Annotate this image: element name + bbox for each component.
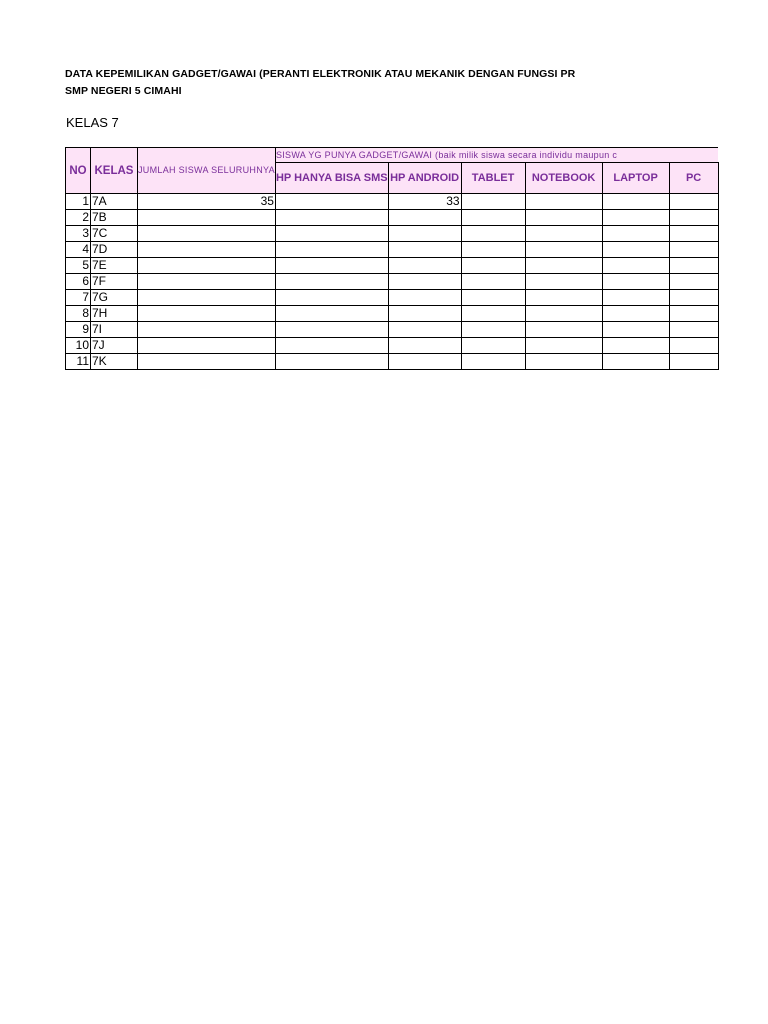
cell-kelas[interactable]: 7J — [91, 338, 138, 354]
table-row — [66, 242, 719, 258]
cell-jumlah[interactable] — [138, 226, 276, 242]
cell-hp-sms[interactable] — [275, 322, 388, 338]
cell-pc[interactable] — [669, 242, 718, 258]
header-laptop[interactable]: LAPTOP — [602, 163, 669, 194]
table-row — [66, 322, 719, 338]
cell-notebook[interactable] — [525, 258, 602, 274]
table-row — [66, 338, 719, 354]
cell-jumlah[interactable] — [138, 274, 276, 290]
cell-no[interactable]: 1 — [66, 194, 91, 210]
cell-laptop[interactable] — [602, 194, 669, 210]
header-notebook[interactable]: NOTEBOOK — [525, 163, 602, 194]
cell-hp-android[interactable]: 33 — [388, 194, 461, 210]
cell-laptop[interactable] — [602, 306, 669, 322]
cell-tablet[interactable] — [461, 226, 525, 242]
cell-laptop[interactable] — [602, 242, 669, 258]
cell-tablet[interactable] — [461, 322, 525, 338]
cell-notebook[interactable] — [525, 194, 602, 210]
table-body — [66, 194, 719, 370]
cell-tablet[interactable] — [461, 354, 525, 370]
cell-tablet[interactable] — [461, 194, 525, 210]
cell-kelas[interactable]: 7D — [91, 242, 138, 258]
cell-pc[interactable] — [669, 210, 718, 226]
cell-hp-sms[interactable] — [275, 338, 388, 354]
cell-no[interactable]: 4 — [66, 242, 91, 258]
cell-notebook[interactable] — [525, 210, 602, 226]
cell-kelas[interactable]: 7F — [91, 274, 138, 290]
table-row — [66, 226, 719, 242]
cell-jumlah[interactable] — [138, 354, 276, 370]
table-row — [66, 354, 719, 370]
cell-jumlah[interactable] — [138, 242, 276, 258]
cell-pc[interactable] — [669, 258, 718, 274]
cell-kelas[interactable]: 7I — [91, 322, 138, 338]
table-row — [66, 258, 719, 274]
table-row — [66, 290, 719, 306]
header-gadget-group[interactable]: SISWA YG PUNYA GADGET/GAWAI (baik milik siswa secara individu maupun c — [275, 148, 718, 163]
cell-no[interactable]: 10 — [66, 338, 91, 354]
class-section-label: KELAS 7 — [66, 115, 119, 130]
cell-hp-sms[interactable] — [275, 210, 388, 226]
cell-hp-sms[interactable] — [275, 290, 388, 306]
cell-jumlah[interactable] — [138, 258, 276, 274]
cell-pc[interactable] — [669, 226, 718, 242]
cell-notebook[interactable] — [525, 306, 602, 322]
header-tablet[interactable]: TABLET — [461, 163, 525, 194]
cell-tablet[interactable] — [461, 210, 525, 226]
cell-laptop[interactable] — [602, 322, 669, 338]
cell-no[interactable]: 11 — [66, 354, 91, 370]
cell-pc[interactable] — [669, 306, 718, 322]
cell-no[interactable]: 3 — [66, 226, 91, 242]
cell-hp-android[interactable] — [388, 322, 461, 338]
cell-kelas[interactable]: 7A — [91, 194, 138, 210]
cell-pc[interactable] — [669, 274, 718, 290]
cell-laptop[interactable] — [602, 338, 669, 354]
cell-no[interactable]: 2 — [66, 210, 91, 226]
document-title: DATA KEPEMILIKAN GADGET/GAWAI (PERANTI ELEKTRONIK ATAU MEKANIK DENGAN FUNGSI PR — [65, 68, 576, 80]
cell-hp-android[interactable] — [388, 210, 461, 226]
cell-hp-android[interactable] — [388, 354, 461, 370]
header-hp-sms[interactable]: HP HANYA BISA SMS — [275, 163, 388, 194]
cell-laptop[interactable] — [602, 258, 669, 274]
cell-hp-android[interactable] — [388, 306, 461, 322]
cell-jumlah[interactable] — [138, 322, 276, 338]
cell-hp-android[interactable] — [388, 242, 461, 258]
cell-hp-sms[interactable] — [275, 306, 388, 322]
header-kelas[interactable]: KELAS — [91, 148, 138, 194]
cell-notebook[interactable] — [525, 322, 602, 338]
cell-jumlah[interactable]: 35 — [138, 194, 276, 210]
gadget-ownership-table — [65, 147, 719, 370]
cell-no[interactable]: 8 — [66, 306, 91, 322]
cell-hp-android[interactable] — [388, 290, 461, 306]
cell-hp-android[interactable] — [388, 338, 461, 354]
cell-kelas[interactable]: 7H — [91, 306, 138, 322]
table-row — [66, 274, 719, 290]
header-hp-android[interactable]: HP ANDROID — [388, 163, 461, 194]
cell-laptop[interactable] — [602, 354, 669, 370]
cell-tablet[interactable] — [461, 306, 525, 322]
table-header — [66, 148, 719, 194]
cell-hp-sms[interactable] — [275, 226, 388, 242]
cell-notebook[interactable] — [525, 338, 602, 354]
table-row — [66, 306, 719, 322]
header-jumlah-siswa[interactable]: JUMLAH SISWA SELURUHNYA — [138, 148, 276, 194]
cell-kelas[interactable]: 7B — [91, 210, 138, 226]
school-name: SMP NEGERI 5 CIMAHI — [65, 85, 182, 97]
cell-kelas[interactable]: 7C — [91, 226, 138, 242]
cell-pc[interactable] — [669, 338, 718, 354]
cell-notebook[interactable] — [525, 242, 602, 258]
cell-tablet[interactable] — [461, 242, 525, 258]
cell-kelas[interactable]: 7G — [91, 290, 138, 306]
cell-no[interactable]: 5 — [66, 258, 91, 274]
cell-laptop[interactable] — [602, 274, 669, 290]
cell-no[interactable]: 9 — [66, 322, 91, 338]
cell-jumlah[interactable] — [138, 338, 276, 354]
cell-jumlah[interactable] — [138, 290, 276, 306]
cell-hp-android[interactable] — [388, 258, 461, 274]
cell-laptop[interactable] — [602, 226, 669, 242]
cell-hp-android[interactable] — [388, 226, 461, 242]
table-row — [66, 194, 719, 210]
cell-no[interactable]: 6 — [66, 274, 91, 290]
cell-laptop[interactable] — [602, 290, 669, 306]
cell-tablet[interactable] — [461, 290, 525, 306]
cell-jumlah[interactable] — [138, 306, 276, 322]
cell-jumlah[interactable] — [138, 210, 276, 226]
header-no[interactable]: NO — [66, 148, 91, 194]
cell-tablet[interactable] — [461, 338, 525, 354]
cell-kelas[interactable]: 7K — [91, 354, 138, 370]
cell-hp-sms[interactable] — [275, 258, 388, 274]
cell-pc[interactable] — [669, 322, 718, 338]
cell-pc[interactable] — [669, 290, 718, 306]
cell-notebook[interactable] — [525, 290, 602, 306]
cell-notebook[interactable] — [525, 274, 602, 290]
cell-laptop[interactable] — [602, 210, 669, 226]
cell-pc[interactable] — [669, 194, 718, 210]
cell-hp-sms[interactable] — [275, 274, 388, 290]
cell-tablet[interactable] — [461, 258, 525, 274]
header-pc[interactable]: PC — [669, 163, 718, 194]
cell-hp-sms[interactable] — [275, 354, 388, 370]
cell-kelas[interactable]: 7E — [91, 258, 138, 274]
cell-hp-sms[interactable] — [275, 194, 388, 210]
cell-tablet[interactable] — [461, 274, 525, 290]
cell-no[interactable]: 7 — [66, 290, 91, 306]
cell-notebook[interactable] — [525, 354, 602, 370]
cell-hp-android[interactable] — [388, 274, 461, 290]
cell-hp-sms[interactable] — [275, 242, 388, 258]
table-row — [66, 210, 719, 226]
cell-notebook[interactable] — [525, 226, 602, 242]
cell-pc[interactable] — [669, 354, 718, 370]
